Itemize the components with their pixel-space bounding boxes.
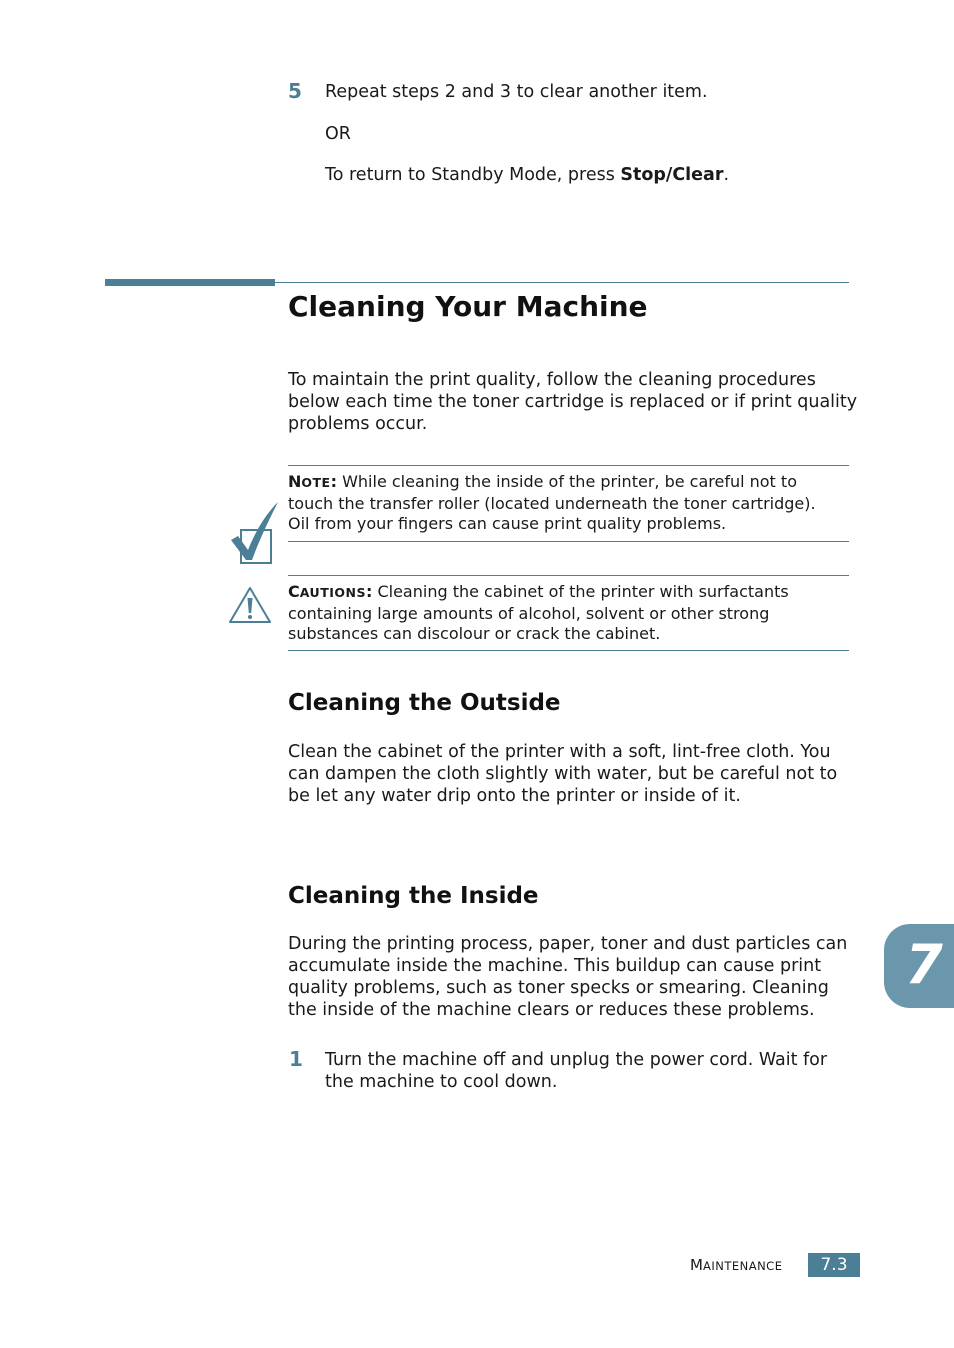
inside-heading: Cleaning the Inside xyxy=(288,883,539,909)
inside-line: the inside of the machine clears or reduces these problems. xyxy=(288,1000,815,1020)
inside-paragraph xyxy=(288,933,847,1021)
outside-line: can dampen the cloth slightly with water, but be careful not to xyxy=(288,764,838,784)
note-line-text: While cleaning the inside of the printer, be careful not to xyxy=(337,472,797,491)
page-title: Cleaning Your Machine xyxy=(288,290,648,323)
note-label-rest: OTE xyxy=(301,475,331,490)
caution-bottom-rule xyxy=(288,650,849,651)
caution-label-first: C xyxy=(288,582,300,601)
caution-text xyxy=(288,582,850,645)
note-text xyxy=(288,472,850,535)
footer-section-rest: AINTENANCE xyxy=(702,1259,783,1273)
step-number: 1 xyxy=(289,1047,303,1071)
checkmark-icon xyxy=(228,500,280,566)
note-label-colon: : xyxy=(330,472,337,491)
caution-line: containing large amounts of alcohol, solvent or other strong xyxy=(288,603,770,623)
intro-paragraph xyxy=(288,369,857,435)
step-line: Turn the machine off and unplug the power cord. Wait for xyxy=(325,1050,828,1070)
note-line xyxy=(288,472,850,494)
intro-line: To maintain the print quality, follow the cleaning procedures xyxy=(288,370,816,390)
section-rule-thin xyxy=(275,282,849,283)
chapter-number: 7 xyxy=(905,933,943,996)
or-text: OR xyxy=(325,124,351,144)
step-text xyxy=(325,1049,827,1093)
footer-section xyxy=(690,1255,782,1274)
note-line: touch the transfer roller (located underneath the toner cartridge). xyxy=(288,493,816,513)
outside-heading: Cleaning the Outside xyxy=(288,690,561,716)
section-rule-thick xyxy=(105,279,275,286)
inside-line: During the printing process, paper, toner and dust particles can xyxy=(288,934,848,954)
standby-instruction xyxy=(325,164,729,186)
standby-prefix: To return to Standby Mode, press xyxy=(325,165,621,185)
note-bottom-rule xyxy=(288,541,849,542)
step-text: Repeat steps 2 and 3 to clear another item. xyxy=(325,82,708,102)
caution-top-rule xyxy=(288,575,849,576)
outside-paragraph xyxy=(288,741,837,807)
note-line: Oil from your fingers can cause print quality problems. xyxy=(288,514,727,533)
footer-section-first: M xyxy=(690,1256,703,1274)
note-top-rule xyxy=(288,465,849,466)
outside-line: be let any water drip onto the printer or inside of it. xyxy=(288,786,741,806)
caution-line: substances can discolour or crack the cabinet. xyxy=(288,624,661,643)
caution-line-text: Cleaning the cabinet of the printer with surfactants xyxy=(372,582,789,601)
step-line: the machine to cool down. xyxy=(325,1072,558,1092)
warning-icon xyxy=(227,585,273,625)
intro-line: problems occur. xyxy=(288,414,428,434)
page-number: 7.3 xyxy=(820,1255,848,1275)
caution-line xyxy=(288,582,850,604)
standby-suffix: . xyxy=(723,165,730,185)
note-label-first: N xyxy=(288,472,302,491)
outside-line: Clean the cabinet of the printer with a soft, lint-free cloth. You xyxy=(288,742,831,762)
inside-line: quality problems, such as toner specks or smearing. Cleaning xyxy=(288,978,829,998)
step-number: 5 xyxy=(288,79,302,103)
stop-clear-key: Stop/Clear xyxy=(620,165,724,185)
intro-line: below each time the toner cartridge is replaced or if print quality xyxy=(288,392,858,412)
caution-label-colon: : xyxy=(365,582,373,601)
caution-label-rest: AUTIONS xyxy=(299,585,366,600)
inside-line: accumulate inside the machine. This buildup can cause print xyxy=(288,956,822,976)
